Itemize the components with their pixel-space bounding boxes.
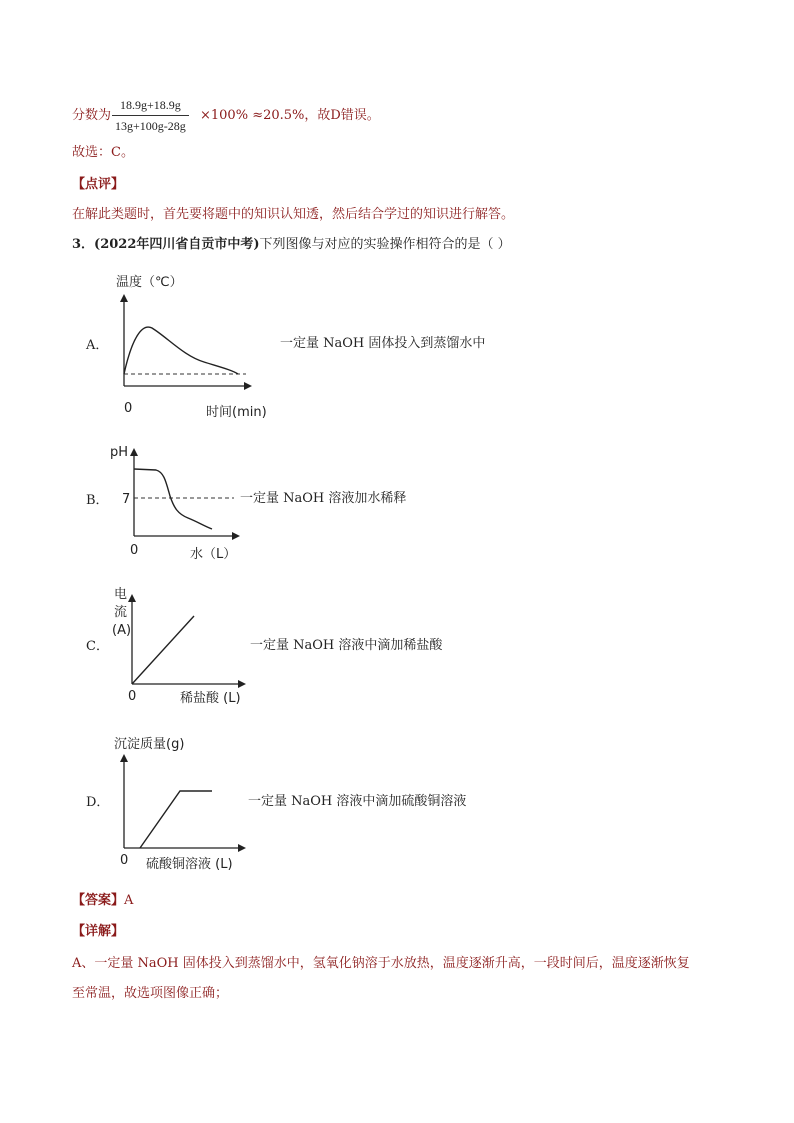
graph-c-origin: 0: [128, 689, 137, 704]
answer-header: 【答案】: [72, 893, 125, 908]
option-b-description: 一定量 NaOH 溶液加水稀释: [240, 491, 407, 506]
conclusion: 故选：C。: [72, 145, 134, 160]
graph-b-origin: 0: [130, 543, 139, 558]
graph-c-x-label: 稀盐酸 (L): [180, 691, 241, 706]
graph-b-x-label: 水（L）: [190, 547, 237, 562]
answer-value: A: [124, 893, 134, 908]
graph-d: [100, 730, 260, 875]
detail-line-2: 至常温，故选项图像正确；: [72, 986, 229, 1001]
question-text: 下列图像与对应的实验操作相符合的是（ ）: [259, 237, 511, 252]
graph-d-origin: 0: [120, 853, 129, 868]
detail-line-1: A、一定量 NaOH 固体投入到蒸馏水中，氢氧化钠溶于水放热，温度逐渐升高，一段时间后，温度逐渐恢复: [72, 956, 690, 971]
graph-a: [100, 268, 290, 428]
graph-d-line: [140, 791, 212, 848]
option-a-letter: A．: [86, 338, 109, 353]
graph-a-curve: [124, 327, 238, 374]
graph-d-x-label: 硫酸铜溶液 (L): [146, 857, 233, 872]
graph-c-y-label-1: 电: [114, 587, 128, 602]
graph-c-line: [132, 616, 194, 684]
answer-line: [72, 894, 133, 907]
option-b-letter: B．: [86, 493, 109, 508]
graph-d-y-label: 沉淀质量(g): [114, 737, 185, 752]
option-c-letter: C．: [86, 639, 109, 654]
graph-a-origin: 0: [124, 401, 133, 416]
option-a-description: 一定量 NaOH 固体投入到蒸馏水中: [280, 336, 486, 351]
question-line: [72, 238, 511, 251]
graph-b-y-label: pH: [110, 445, 129, 460]
option-d-description: 一定量 NaOH 溶液中滴加硫酸铜溶液: [248, 794, 467, 809]
option-c-description: 一定量 NaOH 溶液中滴加稀盐酸: [250, 638, 443, 653]
graph-a-y-label: 温度（℃）: [116, 275, 183, 290]
graph-c-y-label-2: 流: [114, 605, 128, 620]
graph-c: [100, 580, 260, 710]
graph-c-y-label-3: (A): [112, 623, 132, 638]
graph-b: [100, 440, 260, 570]
comment-text: 在解此类题时，首先要将题中的知识认知透，然后结合学过的知识进行解答。: [72, 207, 515, 222]
fraction: [112, 98, 189, 134]
fraction-numerator: 18.9g+18.9g: [112, 98, 189, 116]
question-source: 3．(2022年四川省自贡市中考): [72, 237, 260, 252]
intro-prefix: 分数为: [72, 108, 112, 123]
intro-suffix: ×100% ≈20.5%，故D错误。: [200, 108, 380, 123]
graph-b-ref-tick: 7: [122, 492, 131, 507]
detail-header: 【详解】: [72, 924, 125, 939]
graph-b-curve: [134, 469, 212, 529]
graph-a-x-label: 时间(min): [206, 405, 267, 420]
option-d-letter: D．: [86, 795, 110, 810]
comment-header: 【点评】: [72, 177, 125, 192]
fraction-denominator: 13g+100g-28g: [115, 119, 186, 133]
